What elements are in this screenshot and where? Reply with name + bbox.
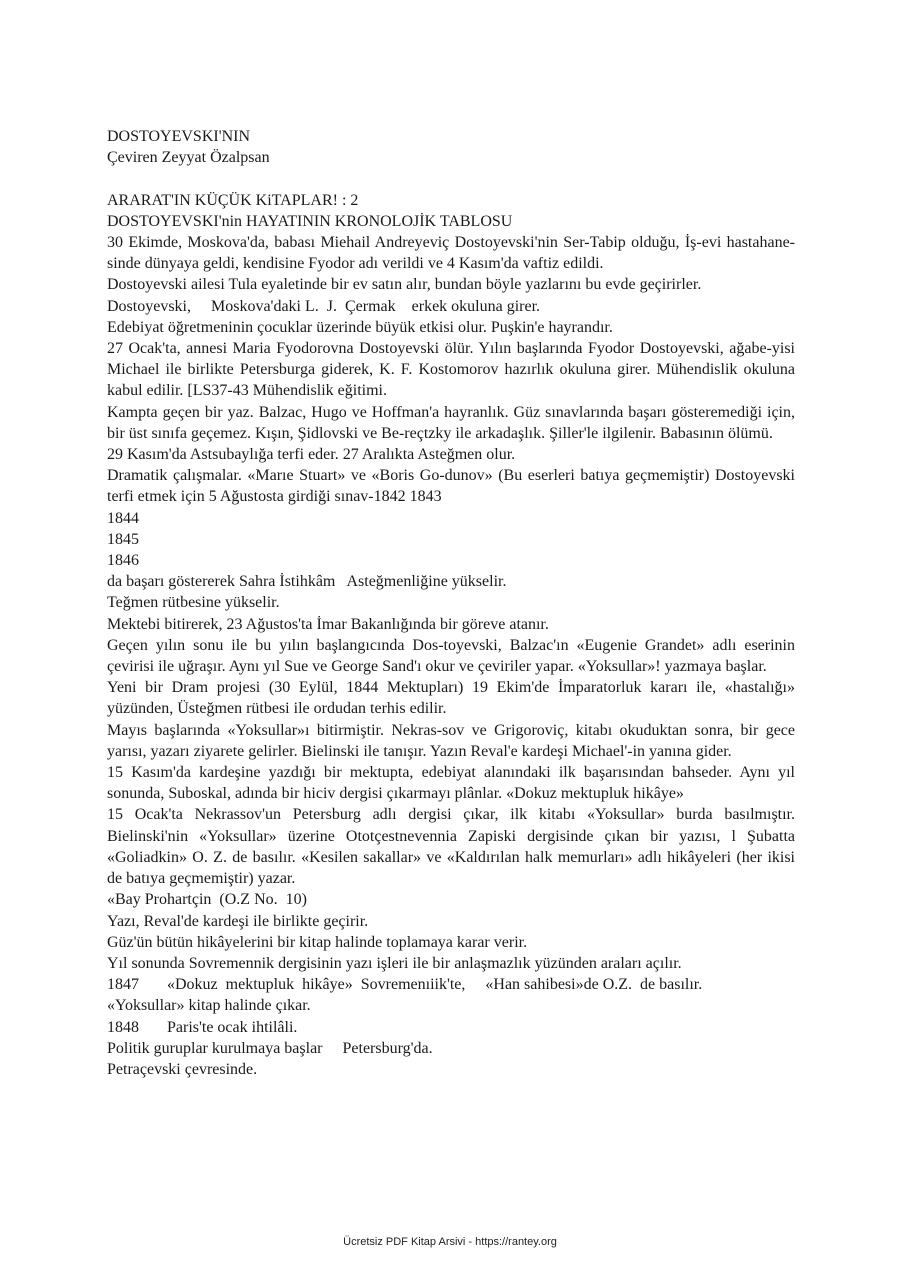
translator-line: Çeviren Zeyyat Özalpsan — [107, 149, 270, 167]
paragraph: Dramatik çalışmalar. «Marıe Stuart» ve «Boris Go-dunov» (Bu eserleri batıya geçmemiştir) Dostoyevski terfi etmek için 5 Ağustosta girdiği sınav-1842 1843 — [107, 467, 795, 506]
paragraph: Yeni bir Dram projesi (30 Eylül, 1844 Mektupları) 19 Ekim'de İmparatorluk kararı ile, «hastalığı» yüzünden, Üsteğmen rütbesi ile ordudan terhis edilir. — [107, 679, 795, 718]
paragraph: 1848 Paris'te ocak ihtilâli. — [107, 1018, 298, 1036]
document-title: DOSTOYEVSKI'NIN — [107, 128, 251, 145]
series-line: ARARAT'IN KÜÇÜK KiTAPLAR! : 2 — [107, 191, 359, 209]
paragraph: 29 Kasım'da Astsubaylığa terfi eder. 27 Aralıkta Asteğmen olur. — [107, 446, 516, 464]
paragraph: 15 Kasım'da kardeşine yazdığı bir mektupta, edebiyat alanındaki ilk başarısından bahseder. Aynı yıl sonunda, Suboskal, adında bir hiciv dergisi çıkarmayı plânlar. «Dokuz mektupluk hikâye» — [107, 764, 795, 803]
paragraph: Yazı, Reval'de kardeşi ile birlikte geçirir. — [107, 912, 369, 930]
paragraph: 30 Ekimde, Moskova'da, babası Miehail Andreyeviç Dostoyevski'nin Ser-Tabip olduğu, İş-evi hastahane-sinde dünyaya geldi, kendisine Fyodor adı verildi ve 4 Kasım'da vaftiz edildi. — [107, 234, 795, 273]
paragraph: Güz'ün bütün hikâyelerini bir kitap halinde toplamaya karar verir. — [107, 933, 528, 951]
paragraph: Yıl sonunda Sovremennik dergisinin yazı işleri ile bir anlaşmazlık yüzünden araları açılır. — [107, 954, 682, 972]
paragraph: Edebiyat öğretmeninin çocuklar üzerinde büyük etkisi olur. Puşkin'e hayrandır. — [107, 318, 613, 336]
year-label: 1844 — [107, 509, 139, 527]
paragraph: 15 Ocak'ta Nekrassov'un Petersburg adlı dergisi çıkar, ilk kitabı «Yoksullar» burda basılmıştır. Bielinski'nin «Yoksullar» üzerine Ototçestnevennia Zapiski dergisinde çıkan bir yazısı, l Şubatta «Goliadkin» O. Z. de basılır. «Kesilen sakallar» ve «Kaldırılan halk memurları» adlı hikâyeleri (her ikisi de batıya geçmemiştir) yazar. — [107, 806, 795, 888]
year-label: 1846 — [107, 552, 139, 570]
paragraph: 27 Ocak'ta, annesi Maria Fyodorovna Dostoyevski ölür. Yılın başlarında Fyodor Dostoyevski, ağabe-yisi Michael ile birlikte Petersburga giderek, K. F. Kostomorov hazırlık okuluna girer. Mühendislik okuluna kabul edilir. [LS37-43 Mühendislik eğitimi. — [107, 340, 795, 400]
paragraph: Teğmen rütbesine yükselir. — [107, 594, 280, 612]
paragraph: da başarı göstererek Sahra İstihkâm Asteğmenliğine yükselir. — [107, 573, 507, 591]
paragraph: Mayıs başlarında «Yoksullar»ı bitirmiştir. Nekras-sov ve Grigoroviç, kitabı okuduktan sonra, bir gece yarısı, yazarı ziyarete gelirler. Bielinski ile tanışır. Yazın Reval'e kardeşi Michael'-in yanına gider. — [107, 721, 795, 760]
paragraph: 1847 «Dokuz mektupluk hikâye» Sovremenıiik'te, «Han sahibesi»de O.Z. de basılır. — [107, 976, 703, 994]
paragraph: Geçen yılın sonu ile bu yılın başlangıcında Dos-toyevski, Balzac'ın «Eugenie Grandet» adlı eserinin çevirisi ile uğraşır. Aynı yıl Sue ve George Sand'ı okur ve çeviriler yapar. «Yoksullar»! yazmaya başlar. — [107, 636, 795, 676]
paragraph: Petraçevski çevresinde. — [107, 1060, 258, 1078]
chronology-title: DOSTOYEVSKI'nin HAYATININ KRONOLOJİK TABLOSU — [107, 212, 513, 230]
paragraph: «Bay Prohartçin (O.Z No. 10) — [107, 891, 307, 909]
document-body — [107, 126, 795, 1080]
paragraph: Dostoyevski, Moskova'daki L. J. Çermak erkek okuluna girer. — [107, 297, 541, 315]
paragraph: Mektebi bitirerek, 23 Ağustos'ta İmar Bakanlığında bir göreve atanır. — [107, 615, 549, 633]
page-footer: Ücretsiz PDF Kitap Arsivi - https://rantey.org — [343, 1236, 557, 1248]
paragraph: Dostoyevski ailesi Tula eyaletinde bir ev satın alır, bundan böyle yazlarını bu evde geçirirler. — [107, 276, 702, 294]
year-label: 1845 — [107, 530, 139, 548]
spacer — [107, 168, 795, 189]
paragraph: «Yoksullar» kitap halinde çıkar. — [107, 997, 311, 1015]
paragraph: Politik guruplar kurulmaya başlar Petersburg'da. — [107, 1039, 433, 1057]
paragraph: Kampta geçen bir yaz. Balzac, Hugo ve Hoffman'a hayranlık. Güz sınavlarında başarı gösteremediği için, bir üst sınıfa geçemez. Kışın, Şidlovski ve Be-reçtzky ile arkadaşlık. Şiller'le ilgilenir. Babasının ölümü. — [107, 403, 795, 442]
